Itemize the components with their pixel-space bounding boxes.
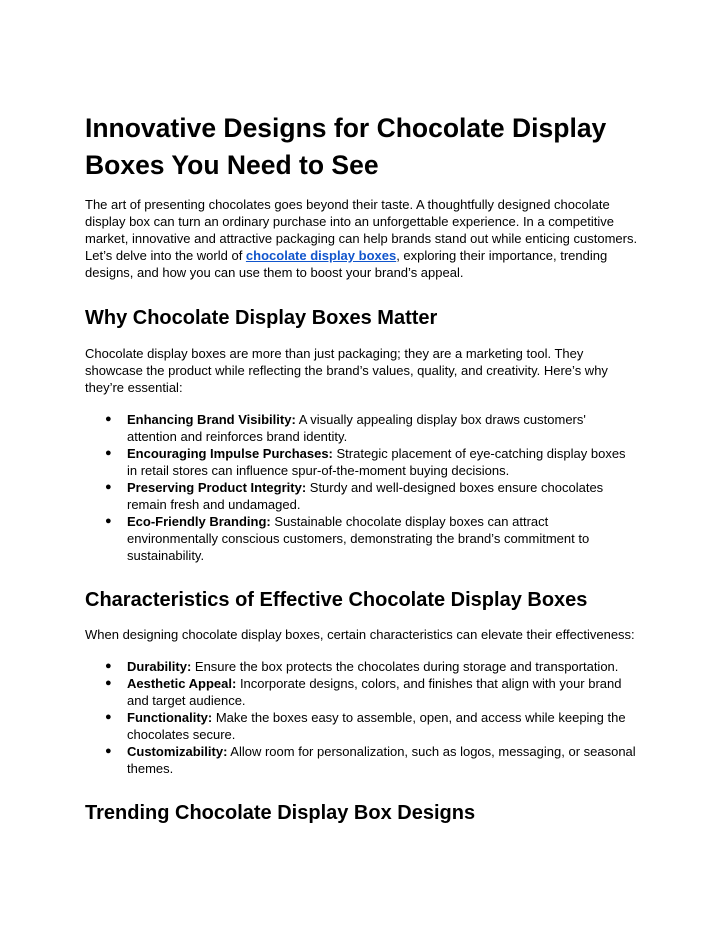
section-heading-characteristics: Characteristics of Effective Chocolate Display Boxes [85,589,588,611]
list-item-label: Aesthetic Appeal: [127,676,237,691]
intro-paragraph [85,196,640,281]
list-item [85,658,637,675]
list-item-text: Make the boxes easy to assemble, open, and access while keeping the chocolates secure. [127,710,626,742]
chocolate-display-boxes-link[interactable]: chocolate display boxes [245,248,397,263]
list-item [85,445,637,479]
bullet-icon: ● [105,677,112,689]
list-item-text: A visually appealing display box draws customers' attention and reinforces brand identity. [127,412,586,444]
list-item-label: Encouraging Impulse Purchases: [127,446,333,461]
intro-text-before-link: The art of presenting chocolates goes beyond their taste. A thoughtfully designed chocolate display box can turn an ordinary purchase into an unforgettable experience. In a competitive market, innovative and attractive packaging can help brands stand out while enticing customers. Let’s delve into the world of [85,197,638,263]
list-item-label: Eco-Friendly Branding: [127,514,271,529]
bullet-icon: ● [105,660,112,672]
list-item-label: Durability: [127,659,192,674]
list-item-label: Preserving Product Integrity: [127,480,307,495]
section2-paragraph: When designing chocolate display boxes, certain characteristics can elevate their effectiveness: [85,627,635,642]
list-item-text: Ensure the box protects the chocolates during storage and transportation. [191,659,619,674]
intro-text-after-link: , exploring their importance, trending designs, and how you can use them to boost your brand’s appeal. [85,248,608,280]
section1-paragraph: Chocolate display boxes are more than just packaging; they are a marketing tool. They showcase the product while reflecting the brand’s values, quality, and creativity. Here’s why they’re essential: [85,346,608,395]
page-title: Innovative Designs for Chocolate Display Boxes You Need to See [85,113,607,180]
list-item-text: Incorporate designs, colors, and finishes that align with your brand and target audience. [127,676,622,708]
list-item-label: Customizability: [127,744,228,759]
bullet-icon: ● [105,711,112,723]
bullet-icon: ● [105,413,112,425]
section-heading-trending: Trending Chocolate Display Box Designs [85,802,476,824]
bullet-icon: ● [105,481,112,493]
list-item [85,675,637,709]
section2-bullet-list [85,658,637,777]
bullet-icon: ● [105,745,112,757]
list-item-text: Sturdy and well-designed boxes ensure chocolates remain fresh and undamaged. [127,480,604,512]
list-item-text: Allow room for personalization, such as logos, messaging, or seasonal themes. [127,744,636,776]
bullet-icon: ● [105,515,112,527]
list-item [85,479,637,513]
list-item-text: Strategic placement of eye-catching display boxes in retail stores can influence spur-of-the-moment buying decisions. [127,446,626,478]
list-item-text: Sustainable chocolate display boxes can attract environmentally conscious customers, demonstrating the brand’s commitment to sustainability. [127,514,590,563]
list-item [85,709,637,743]
list-item [85,513,637,564]
list-item [85,743,637,777]
list-item [85,411,637,445]
section-heading-why-matter: Why Chocolate Display Boxes Matter [85,307,438,329]
list-item-label: Functionality: [127,710,213,725]
section1-bullet-list [85,411,637,564]
list-item-label: Enhancing Brand Visibility: [127,412,296,427]
bullet-icon: ● [105,447,112,459]
